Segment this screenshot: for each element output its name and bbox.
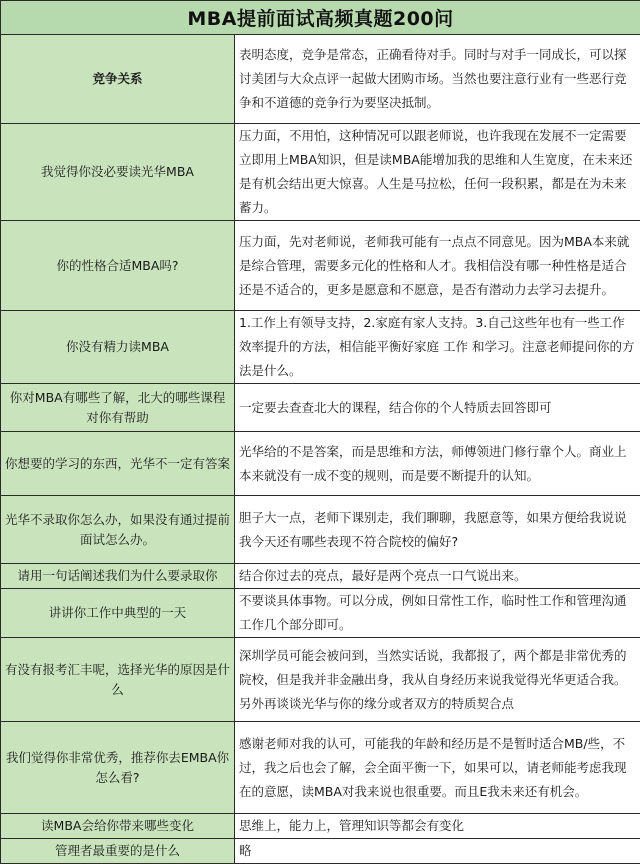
question-cell: 有没有报考汇丰呢，选择光华的原因是什么 <box>1 638 235 722</box>
table-row <box>1 722 640 814</box>
answer-cell: 结合你过去的亮点，最好是两个亮点一口气说出来。 <box>235 564 640 589</box>
table-row <box>1 814 640 839</box>
answer-cell: 压力面，先对老师说，老师我可能有一点点不同意见。因为MBA本来就是综合管理，需要多元化的性格和人才。我相信没有哪一种性格是适合还是不适合的，更多是愿意和不愿意，是否有潜动力去学习去提升。 <box>235 221 640 311</box>
table-row <box>1 589 640 638</box>
question-cell: 读MBA会给你带来哪些变化 <box>1 814 235 839</box>
table-row <box>1 432 640 496</box>
question-cell: 我觉得你没必要读光华MBA <box>1 124 235 221</box>
table-row <box>1 384 640 432</box>
question-cell: 管理者最重要的是什么 <box>1 839 235 864</box>
answer-cell: 光华给的不是答案，而是思维和方法，师傅领进门修行靠个人。商业上本来就没有一成不变的规则，而是要不断提升的认知。 <box>235 432 640 496</box>
answer-cell: 不要谈具体事物。可以分成，例如日常性工作，临时性工作和管理沟通工作几个部分即可。 <box>235 589 640 638</box>
answer-cell: 感谢老师对我的认可，可能我的年龄和经历是不是暂时适合MB/些，不过，我之后也会了解，会全面平衡一下，如果可以，请老师能考虑我现在的意愿，读MBA对我来说也很重要。而且E我未来还有机会。 <box>235 722 640 814</box>
table-row <box>1 638 640 722</box>
table-row <box>1 839 640 864</box>
answer-cell: 胆子大一点，老师下课别走，我们聊聊，我愿意等，如果方便给我说说我今天还有哪些表现不符合院校的偏好? <box>235 496 640 564</box>
question-cell: 你想要的学习的东西，光华不一定有答案 <box>1 432 235 496</box>
answer-cell: 表明态度，竞争是常态，正确看待对手。同时与对手一同成长，可以探讨美团与大众点评一起做大团购市场。当然也要注意行业有一些恶行竞争和不道德的竞争行为要坚决抵制。 <box>235 35 640 124</box>
page-title: MBA提前面试高频真题200问 <box>1 1 640 35</box>
table-row <box>1 496 640 564</box>
answer-cell: 略 <box>235 839 640 864</box>
table-row <box>1 564 640 589</box>
question-cell: 请用一句话阐述我们为什么要录取你 <box>1 564 235 589</box>
question-cell: 我们觉得你非常优秀，推荐你去EMBA你怎么看? <box>1 722 235 814</box>
question-cell: 光华不录取你怎么办，如果没有通过提前面试怎么办。 <box>1 496 235 564</box>
question-cell: 竞争关系 <box>1 35 235 124</box>
table-row <box>1 311 640 384</box>
question-cell: 你对MBA有哪些了解，北大的哪些课程对你有帮助 <box>1 384 235 432</box>
question-cell: 你没有精力读MBA <box>1 311 235 384</box>
table-row <box>1 35 640 124</box>
answer-cell: 1.工作上有领导支持，2.家庭有家人支持。3.自己这些年也有一些工作效率提升的方法，相信能平衡好家庭 工作 和学习。注意老师提问你的方法是什么。 <box>235 311 640 384</box>
answer-cell: 思维上，能力上，管理知识等都会有变化 <box>235 814 640 839</box>
table-row <box>1 124 640 221</box>
question-cell: 讲讲你工作中典型的一天 <box>1 589 235 638</box>
answer-cell: 压力面，不用怕，这种情况可以跟老师说，也许我现在发展不一定需要立即用上MBA知识，但是读MBA能增加我的思维和人生宽度，在未来还是有机会结出更大惊喜。人生是马拉松，任何一段积累，都是在为未来蓄力。 <box>235 124 640 221</box>
question-cell: 你的性格合适MBA吗? <box>1 221 235 311</box>
answer-cell: 深圳学员可能会被问到，当然实话说，我都报了，两个都是非常优秀的院校，但是我并非金融出身，我从自身经历来说我觉得光华更适合我。另外再谈谈光华与你的缘分或者双方的特质契合点 <box>235 638 640 722</box>
answer-cell: 一定要去查查北大的课程，结合你的个人特质去回答即可 <box>235 384 640 432</box>
table-row <box>1 221 640 311</box>
